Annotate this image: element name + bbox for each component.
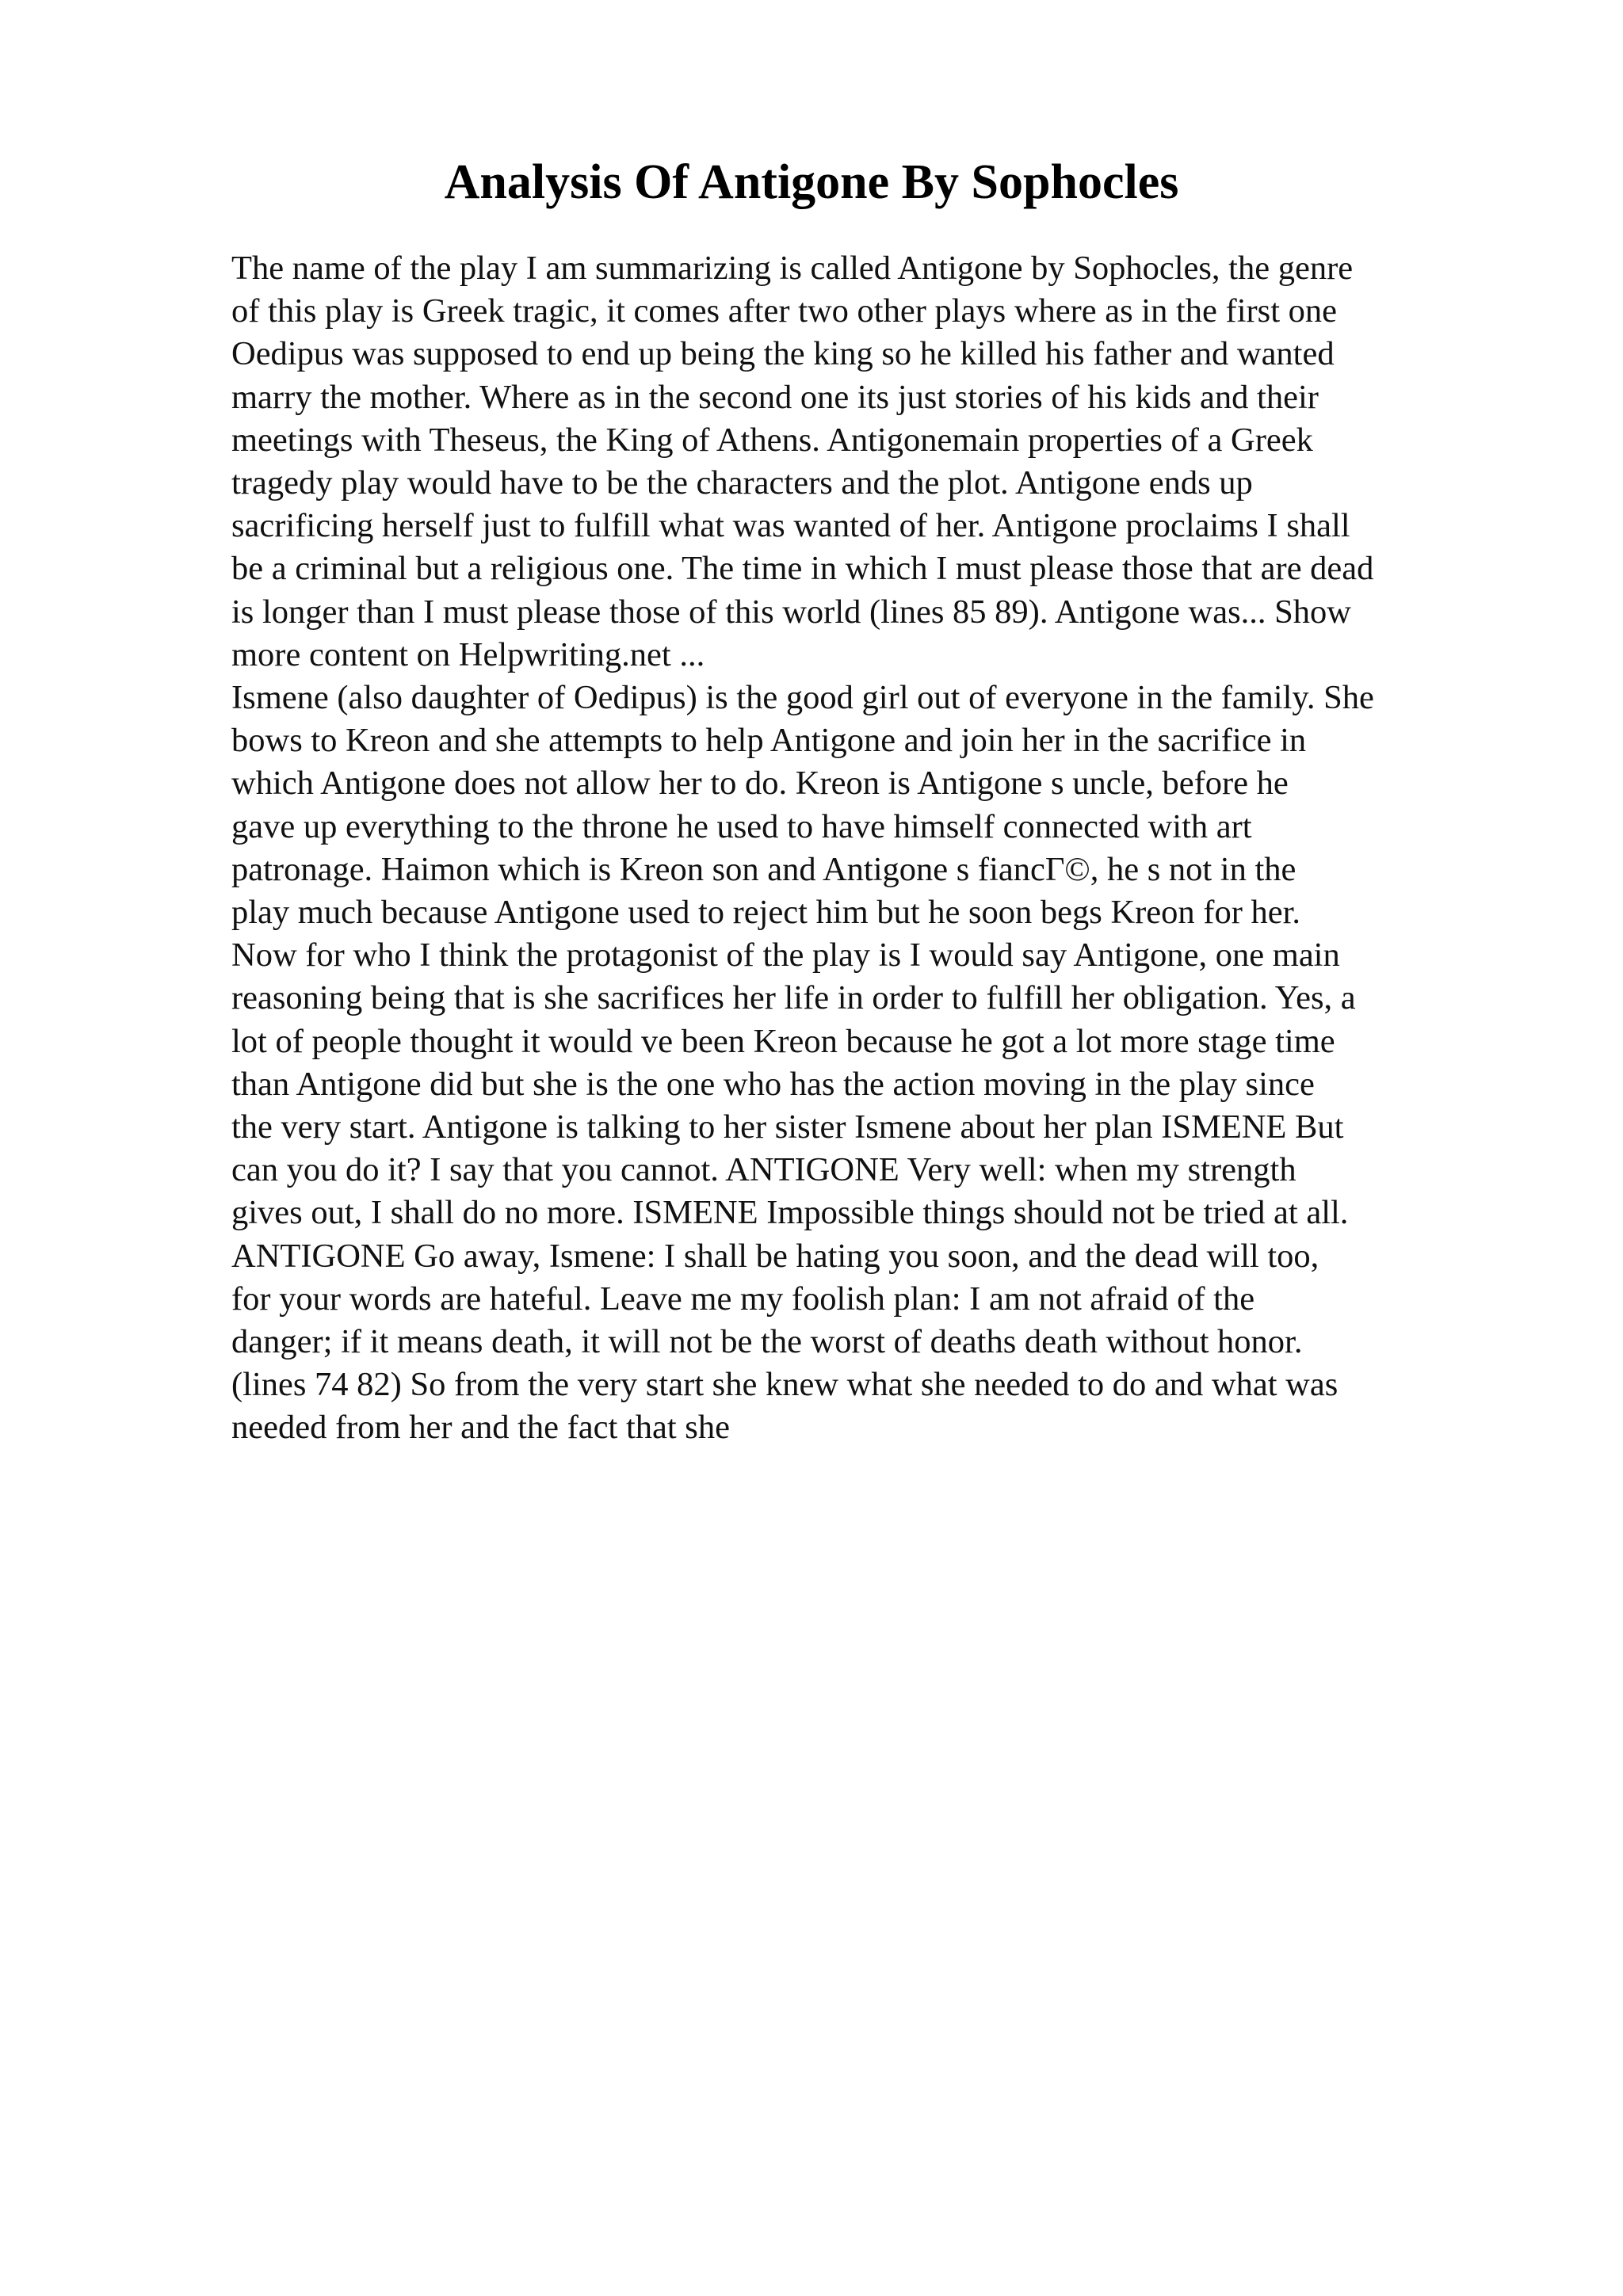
text-line: play much because Antigone used to reject him but he soon begs Kreon for her. xyxy=(231,894,1301,932)
text-line: is longer than I must please those of this world (lines 85 89). Antigone was... Show xyxy=(231,593,1351,631)
text-line: which Antigone does not allow her to do. Kreon is Antigone s uncle, before he xyxy=(231,765,1289,803)
text-line: tragedy play would have to be the characters and the plot. Antigone ends up xyxy=(231,464,1253,502)
text-line: Now for who I think the protagonist of the play is I would say Antigone, one main xyxy=(231,936,1340,974)
text-line: needed from her and the fact that she xyxy=(231,1409,730,1447)
body-text xyxy=(231,247,1499,1450)
text-line: Oedipus was supposed to end up being the king so he killed his father and wanted xyxy=(231,335,1335,373)
text-line: lot of people thought it would ve been Kreon because he got a lot more stage time xyxy=(231,1022,1335,1060)
text-line: the very start. Antigone is talking to her sister Ismene about her plan ISMENE But xyxy=(231,1108,1344,1146)
text-line: Ismene (also daughter of Oedipus) is the good girl out of everyone in the family. She xyxy=(231,679,1374,717)
text-line: for your words are hateful. Leave me my foolish plan: I am not afraid of the xyxy=(231,1280,1255,1318)
text-line: can you do it? I say that you cannot. ANTIGONE Very well: when my strength xyxy=(231,1151,1296,1189)
text-line: gives out, I shall do no more. ISMENE Impossible things should not be tried at all. xyxy=(231,1194,1349,1232)
text-line: ANTIGONE Go away, Ismene: I shall be hating you soon, and the dead will too, xyxy=(231,1237,1319,1275)
text-line: be a criminal but a religious one. The time in which I must please those that are dead xyxy=(231,550,1374,588)
text-line: bows to Kreon and she attempts to help Antigone and join her in the sacrifice in xyxy=(231,722,1307,760)
text-line: reasoning being that is she sacrifices her life in order to fulfill her obligation. Yes, a xyxy=(231,979,1356,1017)
page-title: Analysis Of Antigone By Sophocles xyxy=(444,155,1179,209)
text-line: than Antigone did but she is the one who has the action moving in the play since xyxy=(231,1065,1315,1103)
text-line: of this play is Greek tragic, it comes after two other plays where as in the first one xyxy=(231,292,1337,330)
text-line: patronage. Haimon which is Kreon son and Antigone s fiancГ©, he s not in the xyxy=(231,850,1296,888)
text-line: danger; if it means death, it will not be the worst of deaths death without honor. xyxy=(231,1323,1303,1361)
text-line: The name of the play I am summarizing is called Antigone by Sophocles, the genre xyxy=(231,250,1354,287)
text-line: more content on Helpwriting.net ... xyxy=(231,635,705,673)
text-line: marry the mother. Where as in the second one its just stories of his kids and their xyxy=(231,378,1319,416)
text-line: sacrificing herself just to fulfill what was wanted of her. Antigone proclaims I shall xyxy=(231,507,1350,545)
text-line: gave up everything to the throne he used to have himself connected with art xyxy=(231,807,1252,845)
text-line: meetings with Theseus, the King of Athens. Antigonemain properties of a Greek xyxy=(231,421,1313,459)
text-line: (lines 74 82) So from the very start she knew what she needed to do and what was xyxy=(231,1366,1338,1404)
